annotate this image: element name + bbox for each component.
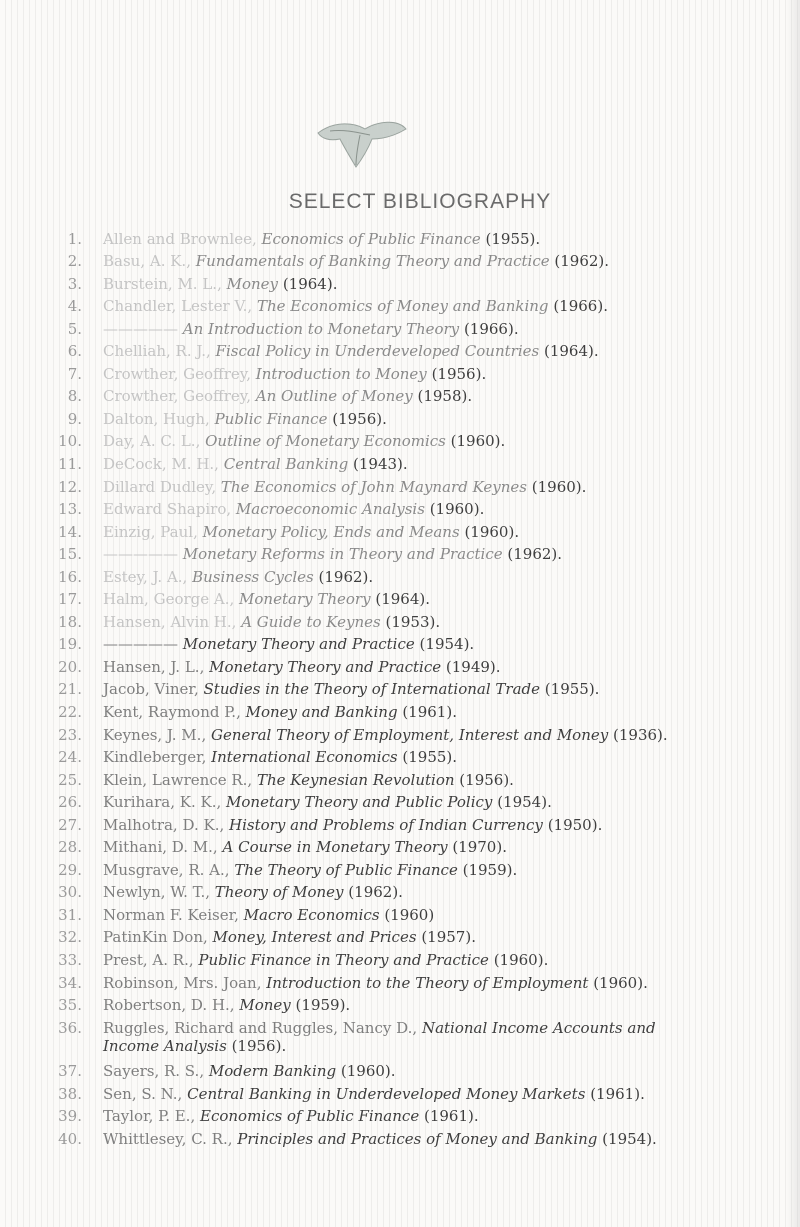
page-title: SELECT BIBLIOGRAPHY xyxy=(288,190,552,213)
entry-year: (1955). xyxy=(485,230,541,248)
entry-title: National Income Accounts and Income Analysis xyxy=(103,1019,656,1055)
entry-year: (1964). xyxy=(543,342,599,360)
entry-number: 5. xyxy=(67,320,82,338)
entry-year: (1960). xyxy=(593,974,648,992)
entry-title: Monetary Reforms in Theory and Practice xyxy=(182,545,503,563)
entry-title: Central Banking in Underdeveloped Money Markets xyxy=(187,1085,586,1103)
entry-title: Monetary Theory xyxy=(239,590,371,608)
entry-year: (1936). xyxy=(613,726,668,744)
entry-title: Macro Economics xyxy=(243,906,380,924)
entry-number: 18. xyxy=(58,613,82,631)
entry-author: ————— xyxy=(103,545,178,563)
entry-number: 21. xyxy=(58,680,82,698)
entry-author: Estey, J. A., xyxy=(103,568,188,586)
entry-number: 29. xyxy=(58,861,82,879)
entry-year: (1953). xyxy=(385,613,441,631)
entry-author: Hansen, J. L., xyxy=(103,658,205,676)
entry-title: Principles and Practices of Money and Banking xyxy=(237,1130,598,1148)
entry-number: 30. xyxy=(58,883,82,901)
entry-year: (1958). xyxy=(417,387,473,405)
entry-title: An Outline of Money xyxy=(255,387,413,405)
entry-year: (1961). xyxy=(402,703,457,721)
entry-year: (1957). xyxy=(421,928,476,946)
leaf-ornament-icon xyxy=(310,115,410,170)
entry-number: 26. xyxy=(58,793,82,811)
entry-author: ————— xyxy=(103,320,178,338)
entry-author: Edward Shapiro, xyxy=(103,500,232,518)
entry-author: Musgrave, R. A., xyxy=(103,861,230,879)
entry-author: PatinKin Don, xyxy=(103,928,208,946)
entry-author: Allen and Brownlee, xyxy=(103,230,257,248)
entry-year: (1961). xyxy=(590,1085,645,1103)
entry-year: (1966). xyxy=(553,297,608,315)
entry-title: The Keynesian Revolution xyxy=(256,771,455,789)
entry-title: Money xyxy=(239,996,291,1014)
entry-year: (1964). xyxy=(282,275,338,293)
entry-number: 19. xyxy=(58,635,82,653)
entry-number: 35. xyxy=(58,996,82,1014)
entry-title: Macroeconomic Analysis xyxy=(235,500,425,518)
entry-author: Einzig, Paul, xyxy=(103,523,198,541)
entry-title: The Economics of Money and Banking xyxy=(256,297,549,315)
entry-author: Keynes, J. M., xyxy=(103,726,207,744)
entry-title: General Theory of Employment, Interest and Money xyxy=(211,726,609,744)
entry-author: Robertson, D. H., xyxy=(103,996,235,1014)
entry-title: Economics of Public Finance xyxy=(261,230,481,248)
entry-author: DeCock, M. H., xyxy=(103,455,219,473)
entry-year: (1956). xyxy=(332,410,387,428)
entry-number: 17. xyxy=(58,590,82,608)
entry-number: 28. xyxy=(58,838,82,856)
entry-title: Monetary Theory and Practice xyxy=(209,658,442,676)
entry-number: 33. xyxy=(58,951,82,969)
entry-year: (1956). xyxy=(459,771,514,789)
entry-number: 34. xyxy=(58,974,82,992)
entry-title: Public Finance xyxy=(214,410,328,428)
entry-author: Basu, A. K., xyxy=(103,252,191,270)
entry-number: 37. xyxy=(58,1062,82,1080)
entry-author: ————— xyxy=(103,635,178,653)
entry-title: History and Problems of Indian Currency xyxy=(229,816,543,834)
entry-author: Day, A. C. L., xyxy=(103,432,201,450)
entry-number: 24. xyxy=(58,748,82,766)
entry-year: (1970). xyxy=(452,838,507,856)
entry-year: (1964). xyxy=(375,590,431,608)
entry-number: 32. xyxy=(58,928,82,946)
entry-year: (1955). xyxy=(544,680,600,698)
entry-author: Taylor, P. E., xyxy=(103,1107,196,1125)
entry-year: (1955). xyxy=(402,748,458,766)
entry-title: Monetary Theory and Public Policy xyxy=(226,793,493,811)
entry-number: 6. xyxy=(67,342,82,360)
entry-number: 4. xyxy=(67,297,82,315)
entry-title: An Introduction to Monetary Theory xyxy=(182,320,460,338)
entry-author: Dalton, Hugh, xyxy=(103,410,210,428)
entry-year: (1962). xyxy=(554,252,610,270)
entry-year: (1954). xyxy=(419,635,475,653)
entry-title: Public Finance in Theory and Practice xyxy=(198,951,489,969)
entry-title: The Theory of Public Finance xyxy=(234,861,458,879)
entry-number: 27. xyxy=(58,816,82,834)
entry-author: Klein, Lawrence R., xyxy=(103,771,253,789)
entry-author: Chelliah, R. J., xyxy=(103,342,211,360)
entry-number: 39. xyxy=(58,1107,82,1125)
entry-author: Crowther, Geoffrey, xyxy=(103,365,251,383)
entry-title: Introduction to the Theory of Employment xyxy=(266,974,589,992)
entry-number: 14. xyxy=(58,523,82,541)
entry-number: 40. xyxy=(58,1130,82,1148)
entry-title: Introduction to Money xyxy=(255,365,427,383)
entry-author: Malhotra, D. K., xyxy=(103,816,225,834)
entry-year: (1961). xyxy=(423,1107,479,1125)
entry-number: 23. xyxy=(58,726,82,744)
entry-number: 20. xyxy=(58,658,82,676)
entry-title: Monetary Policy, Ends and Means xyxy=(202,523,460,541)
entry-number: 1. xyxy=(67,230,82,248)
entry-year: (1960). xyxy=(340,1062,396,1080)
entry-author: Jacob, Viner, xyxy=(103,680,199,698)
entry-author: Halm, George A., xyxy=(103,590,235,608)
entry-title: Business Cycles xyxy=(192,568,314,586)
entry-author: Sayers, R. S., xyxy=(103,1062,205,1080)
entry-author: Prest, A. R., xyxy=(103,951,194,969)
entry-number: 7. xyxy=(67,365,82,383)
entry-number: 16. xyxy=(58,568,82,586)
entry-number: 15. xyxy=(58,545,82,563)
entry-author: Burstein, M. L., xyxy=(103,275,222,293)
entry-year: (1943). xyxy=(353,455,408,473)
entry-number: 8. xyxy=(67,387,82,405)
entry-author: Kurihara, K. K., xyxy=(103,793,222,811)
entry-title: Outline of Monetary Economics xyxy=(205,432,446,450)
entry-number: 38. xyxy=(58,1085,82,1103)
entry-year: (1959). xyxy=(462,861,518,879)
entry-number: 9. xyxy=(67,410,82,428)
entry-year: (1959). xyxy=(295,996,351,1014)
entry-title: Money, Interest and Prices xyxy=(212,928,417,946)
entry-year: (1960). xyxy=(450,432,506,450)
entry-year: (1962). xyxy=(507,545,563,563)
entry-author: Robinson, Mrs. Joan, xyxy=(103,974,262,992)
entry-number: 2. xyxy=(67,252,82,270)
entry-year: (1956). xyxy=(231,1037,287,1055)
entry-author: Crowther, Geoffrey, xyxy=(103,387,251,405)
entry-title: The Economics of John Maynard Keynes xyxy=(220,478,527,496)
entry-year: (1960). xyxy=(464,523,520,541)
entry-year: (1962). xyxy=(348,883,403,901)
entry-year: (1949). xyxy=(445,658,501,676)
entry-title: Central Banking xyxy=(223,455,349,473)
entry-author: Newlyn, W. T., xyxy=(103,883,210,901)
entry-title: Fiscal Policy in Underdeveloped Countries xyxy=(215,342,540,360)
entry-number: 12. xyxy=(58,478,82,496)
entry-author: Kent, Raymond P., xyxy=(103,703,241,721)
entry-number: 3. xyxy=(67,275,82,293)
entry-year: (1950). xyxy=(547,816,603,834)
entry-title: Monetary Theory and Practice xyxy=(182,635,415,653)
entry-title: A Course in Monetary Theory xyxy=(222,838,448,856)
entry-year: (1954). xyxy=(497,793,552,811)
entry-title: Theory of Money xyxy=(214,883,344,901)
entry-author: Mithani, D. M., xyxy=(103,838,218,856)
entry-title: International Economics xyxy=(211,748,398,766)
entry-title: Fundamentals of Banking Theory and Practice xyxy=(195,252,550,270)
entry-title: Money xyxy=(226,275,279,293)
entry-author: Dillard Dudley, xyxy=(103,478,217,496)
entry-author: Ruggles, Richard and Ruggles, Nancy D., xyxy=(103,1019,418,1037)
entry-author: Sen, S. N., xyxy=(103,1085,183,1103)
entry-year: (1962). xyxy=(318,568,374,586)
entry-author: Hansen, Alvin H., xyxy=(103,613,237,631)
entry-number: 13. xyxy=(58,500,82,518)
entry-year: (1960). xyxy=(493,951,549,969)
entry-author: Chandler, Lester V., xyxy=(103,297,253,315)
entry-author: Whittlesey, C. R., xyxy=(103,1130,233,1148)
bibliography-entry xyxy=(0,1019,800,1059)
entry-year: (1966). xyxy=(463,320,519,338)
entry-number: 36. xyxy=(58,1019,82,1037)
entry-number: 10. xyxy=(58,432,82,450)
entry-title: Money and Banking xyxy=(245,703,398,721)
entry-title: Economics of Public Finance xyxy=(200,1107,420,1125)
entry-number: 31. xyxy=(58,906,82,924)
entry-title: Studies in the Theory of International Trade xyxy=(203,680,541,698)
entry-year: (1954). xyxy=(602,1130,657,1148)
entry-number: 25. xyxy=(58,771,82,789)
entry-title: A Guide to Keynes xyxy=(241,613,381,631)
entry-year: (1960) xyxy=(384,906,435,924)
entry-title: Modern Banking xyxy=(208,1062,337,1080)
entry-year: (1960). xyxy=(531,478,587,496)
entry-author: Norman F. Keiser, xyxy=(103,906,239,924)
entry-number: 11. xyxy=(58,455,82,473)
entry-year: (1960). xyxy=(429,500,485,518)
entry-year: (1956). xyxy=(431,365,487,383)
entry-author: Kindleberger, xyxy=(103,748,207,766)
entry-number: 22. xyxy=(58,703,82,721)
